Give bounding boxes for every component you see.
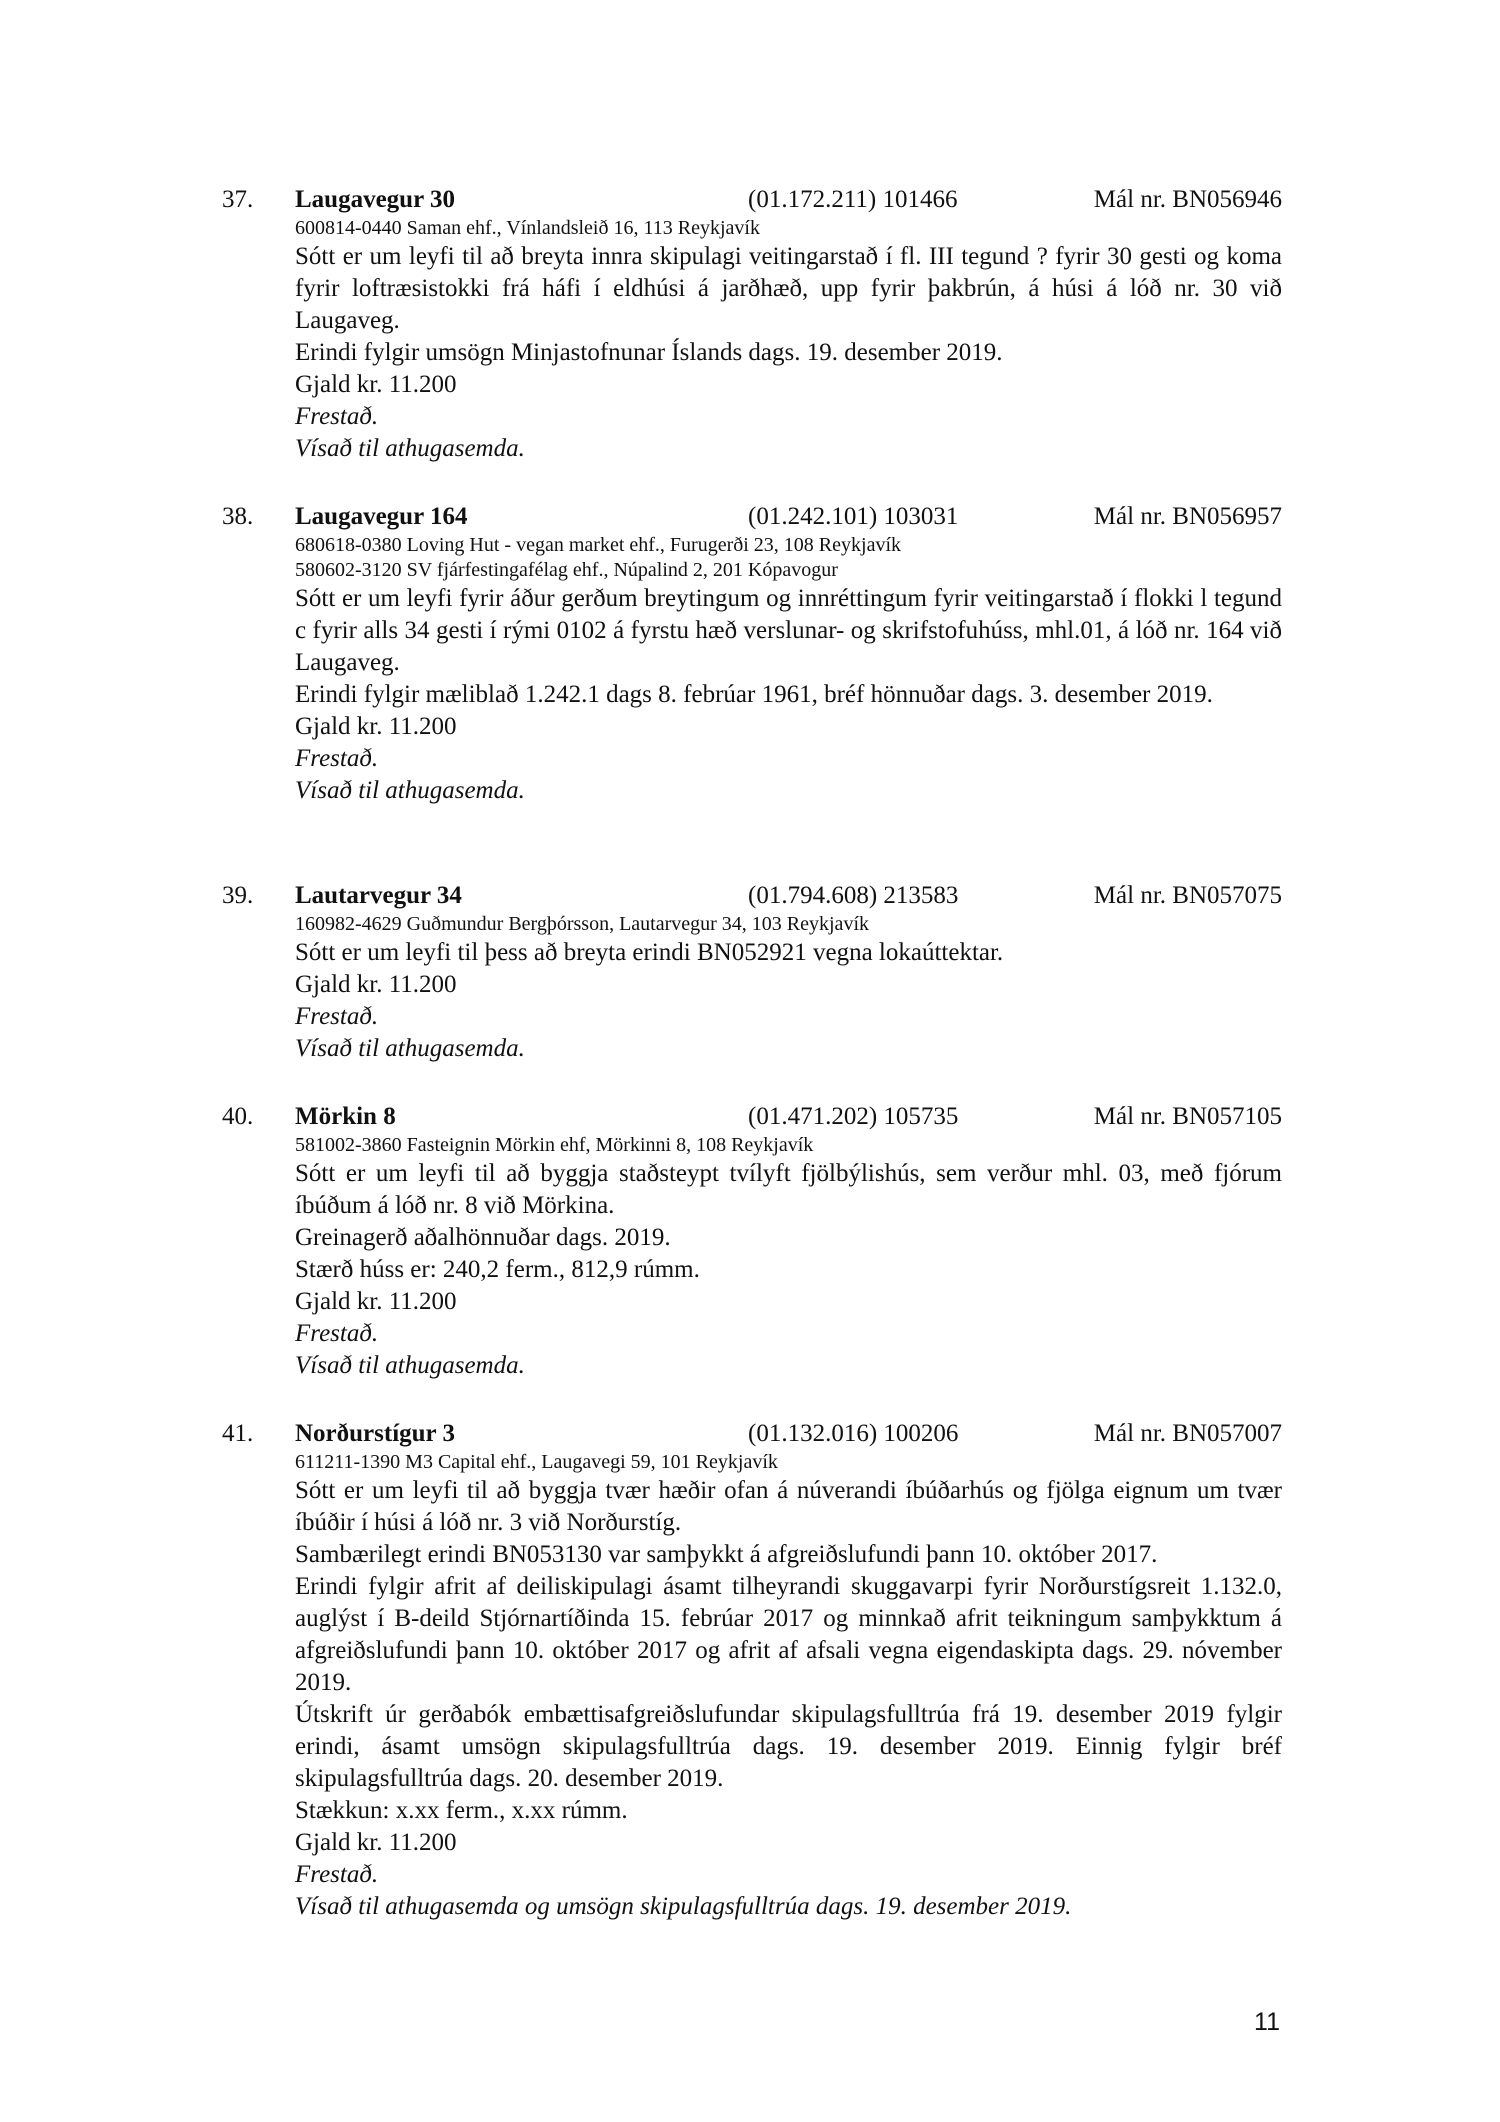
case-paragraph: Sambærilegt erindi BN053130 var samþykkt á afgreiðslufundi þann 10. október 2017. <box>295 1541 1158 1568</box>
case-status: Frestað. <box>295 1003 379 1030</box>
case-address: Lautarvegur 34 <box>295 882 462 909</box>
case-fee: Gjald kr. 11.200 <box>295 971 457 998</box>
case-status: Frestað. <box>295 403 379 430</box>
case-fee: Gjald kr. 11.200 <box>295 1288 457 1315</box>
case-referral: Vísað til athugasemda. <box>295 435 525 462</box>
case-referral: Vísað til athugasemda. <box>295 1035 525 1062</box>
case-file-number: Mál nr. BN057007 <box>1093 1420 1282 1447</box>
case-paragraph: Útskrift úr gerðabók embættisafgreiðslufundar skipulagsfulltrúa frá 19. desember 2019 fylgir erindi, ásamt umsögn skipulagsfulltrúa dags. 19. desember 2019. Einnig fylgir bréf skipulagsfulltrúa dags. 20. desember 2019. <box>295 1701 1282 1792</box>
case-body <box>295 533 1282 807</box>
case-paragraph: Sótt er um leyfi til að byggja staðsteypt tvílyft fjölbýlishús, sem verður mhl. 03, með fjórum íbúðum á lóð nr. 8 við Mörkina. <box>295 1160 1282 1219</box>
case-body <box>295 1133 1282 1382</box>
case-paragraph: Greinagerð aðalhönnuðar dags. 2019. <box>295 1224 671 1251</box>
case-fee: Gjald kr. 11.200 <box>295 1829 457 1856</box>
case-fee: Gjald kr. 11.200 <box>295 371 457 398</box>
case-paragraph: Erindi fylgir mæliblað 1.242.1 dags 8. febrúar 1961, bréf hönnuðar dags. 3. desember 2019. <box>295 681 1213 708</box>
case-applicant: 581002-3860 Fasteignin Mörkin ehf, Mörkinni 8, 108 Reykjavík <box>295 1134 814 1156</box>
case-paragraph: Stækkun: x.xx ferm., x.xx rúmm. <box>295 1797 628 1824</box>
case-number: 37. <box>222 186 254 213</box>
case-referral: Vísað til athugasemda. <box>295 1352 525 1379</box>
case-paragraph: Sótt er um leyfi til að breyta innra skipulagi veitingarstað í fl. III tegund ? fyrir 30 gesti og koma fyrir loftræsistokki frá háfi í eldhúsi á jarðhæð, upp fyrir þakbrún, á húsi á lóð nr. 30 við Laugaveg. <box>295 243 1282 334</box>
case-body <box>295 1450 1282 1923</box>
case-status: Frestað. <box>295 1861 379 1888</box>
case-address: Laugavegur 30 <box>295 186 455 213</box>
case-paragraph: Sótt er um leyfi fyrir áður gerðum breytingum og innréttingum fyrir veitingarstað í flokki l tegund c fyrir alls 34 gesti í rými 0102 á fyrstu hæð verslunar- og skrifstofuhúss, mhl.01, á lóð nr. 164 við Laugaveg. <box>295 585 1282 676</box>
case-land-number: (01.132.016) 100206 <box>748 1420 959 1447</box>
case-applicant: 680618-0380 Loving Hut - vegan market ehf., Furugerði 23, 108 Reykjavík <box>295 534 901 556</box>
case-paragraph: Sótt er um leyfi til að byggja tvær hæðir ofan á núverandi íbúðarhús og fjölga eignum um tvær íbúðir í húsi á lóð nr. 3 við Norðurstíg. <box>295 1477 1282 1536</box>
case-header <box>222 1101 1282 1133</box>
case-address: Norðurstígur 3 <box>295 1420 455 1447</box>
case-applicant: 611211-1390 M3 Capital ehf., Laugavegi 59, 101 Reykjavík <box>295 1451 778 1473</box>
case-body <box>295 216 1282 465</box>
case-status: Frestað. <box>295 1320 379 1347</box>
case-body <box>295 912 1282 1065</box>
case-address: Laugavegur 164 <box>295 503 468 530</box>
case-paragraph: Stærð húss er: 240,2 ferm., 812,9 rúmm. <box>295 1256 700 1283</box>
case-item <box>222 1418 1282 1923</box>
case-referral: Vísað til athugasemda. <box>295 777 525 804</box>
case-applicant: 580602-3120 SV fjárfestingafélag ehf., Núpalind 2, 201 Kópavogur <box>295 559 838 581</box>
case-item <box>222 1101 1282 1382</box>
case-number: 40. <box>222 1103 254 1130</box>
case-referral: Vísað til athugasemda og umsögn skipulagsfulltrúa dags. 19. desember 2019. <box>295 1893 1072 1920</box>
case-item <box>222 880 1282 1065</box>
page-number: 11 <box>1254 2008 1280 2036</box>
case-land-number: (01.172.211) 101466 <box>748 186 958 213</box>
case-header <box>222 501 1282 533</box>
case-number: 38. <box>222 503 254 530</box>
case-address: Mörkin 8 <box>295 1103 396 1130</box>
case-file-number: Mál nr. BN057075 <box>1093 882 1282 909</box>
case-paragraph: Sótt er um leyfi til þess að breyta erindi BN052921 vegna lokaúttektar. <box>295 939 1004 966</box>
case-paragraph: Erindi fylgir afrit af deiliskipulagi ásamt tilheyrandi skuggavarpi fyrir Norðurstígsreit 1.132.0, auglýst í B-deild Stjórnartíðinda 15. febrúar 2017 og minnkað afrit teikningum samþykktum á afgreiðslufundi þann 10. október 2017 og afrit af afsali vegna eigendaskipta dags. 29. nóvember 2019. <box>295 1573 1282 1696</box>
case-header <box>222 1418 1282 1450</box>
case-file-number: Mál nr. BN056946 <box>1093 186 1282 213</box>
case-paragraph: Erindi fylgir umsögn Minjastofnunar Íslands dags. 19. desember 2019. <box>295 339 1003 366</box>
case-item <box>222 184 1282 465</box>
case-land-number: (01.794.608) 213583 <box>748 882 959 909</box>
case-file-number: Mál nr. BN056957 <box>1093 503 1282 530</box>
case-fee: Gjald kr. 11.200 <box>295 713 457 740</box>
case-status: Frestað. <box>295 745 379 772</box>
case-applicant: 600814-0440 Saman ehf., Vínlandsleið 16, 113 Reykjavík <box>295 217 760 239</box>
case-land-number: (01.242.101) 103031 <box>748 503 959 530</box>
case-header <box>222 184 1282 216</box>
case-number: 41. <box>222 1420 254 1447</box>
case-applicant: 160982-4629 Guðmundur Bergþórsson, Lautarvegur 34, 103 Reykjavík <box>295 913 869 935</box>
case-item <box>222 501 1282 807</box>
case-file-number: Mál nr. BN057105 <box>1093 1103 1282 1130</box>
case-header <box>222 880 1282 912</box>
case-number: 39. <box>222 882 254 909</box>
case-land-number: (01.471.202) 105735 <box>748 1103 959 1130</box>
